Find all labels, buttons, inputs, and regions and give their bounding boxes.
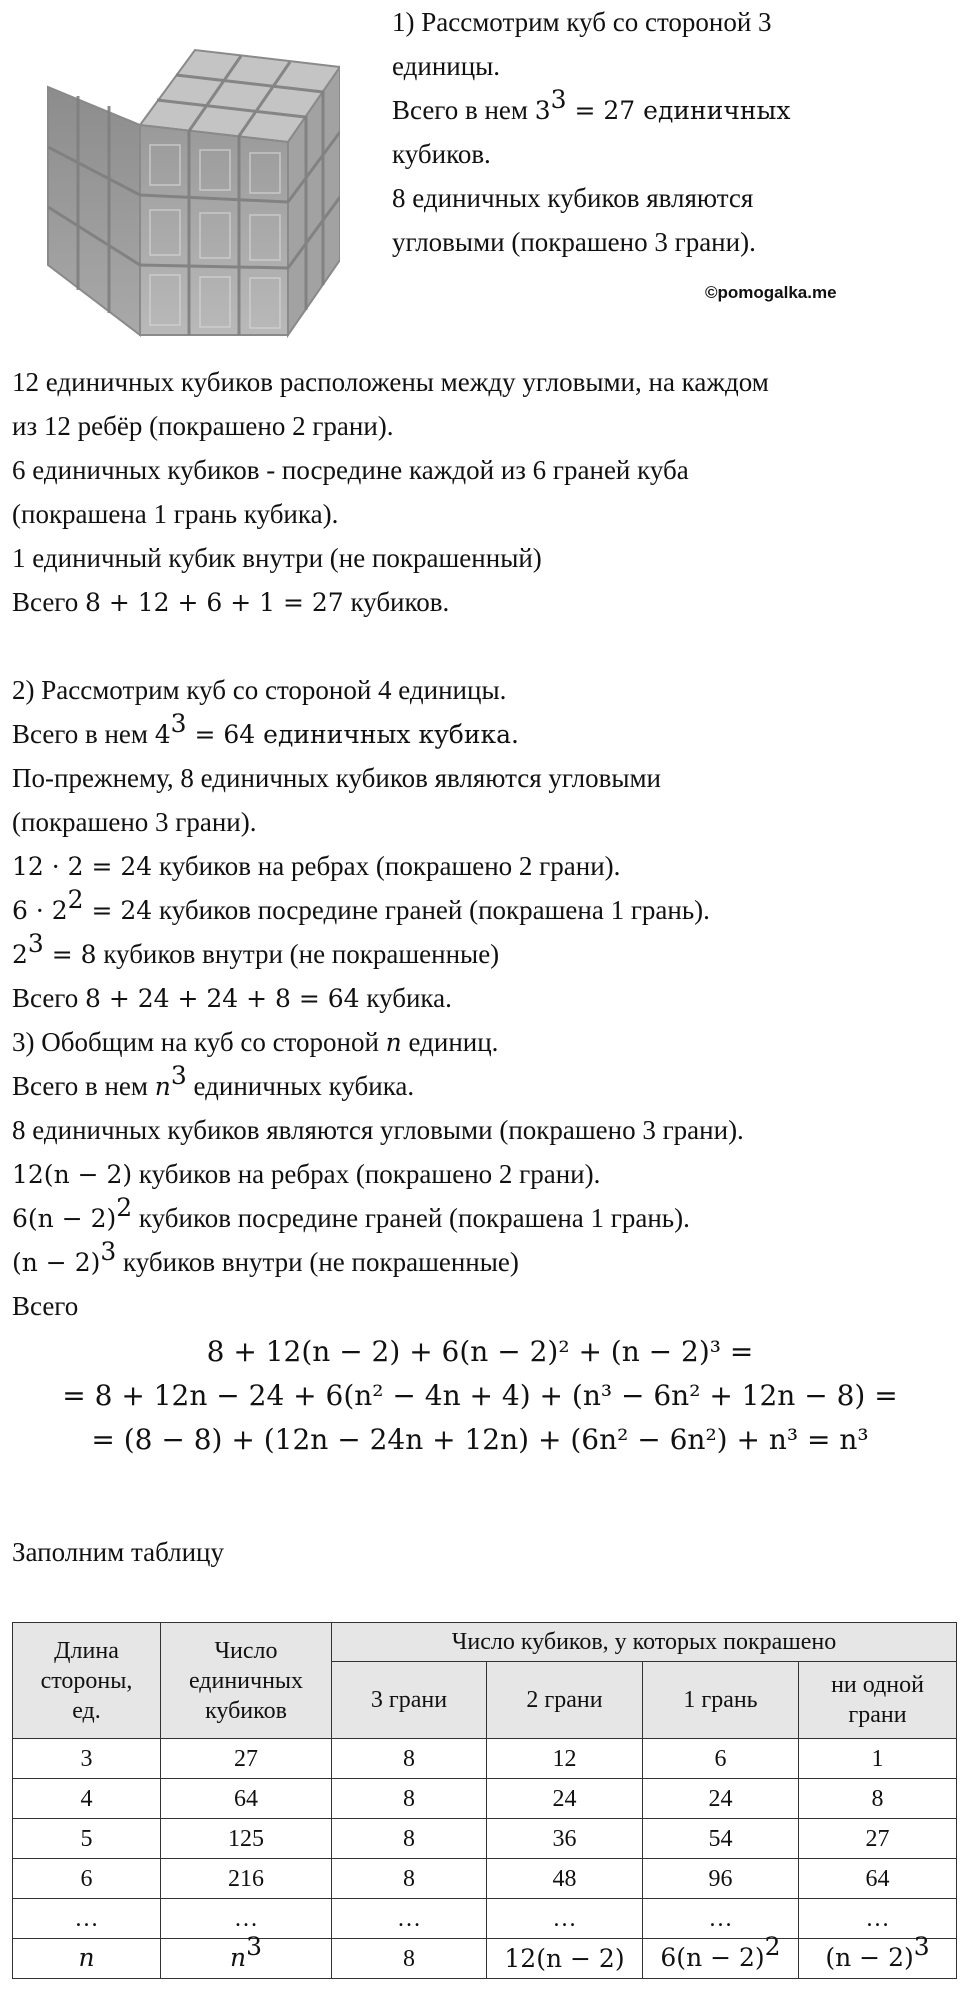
part1-line: угловыми (покрашено 3 грани). xyxy=(392,227,756,257)
formula-line: = (8 − 8) + (12n − 24n + 12n) + (6n² − 6n²) + n³ = n³ xyxy=(91,1423,869,1456)
part3-inner-line: $(n - 2)^3$ кубиков внутри (не покрашенные) xyxy=(12,1237,519,1277)
part1-body-line: 6 единичных кубиков - посредине каждой из 6 граней куба xyxy=(12,455,689,485)
table-cell: 8 xyxy=(332,1739,487,1779)
cube-illustration xyxy=(40,10,340,340)
header-three-faces: 3 грани xyxy=(332,1662,487,1739)
part1-total-line: Всего в нем $3^3 = 27$ единичных xyxy=(392,85,791,125)
table-row xyxy=(13,1819,957,1859)
table-cell: 4 xyxy=(13,1779,161,1819)
part2-faces-line: $6 \cdot 2^2 = 24$ кубиков посредине граней (покрашена 1 грань). xyxy=(12,885,710,925)
table-cell: … xyxy=(643,1899,799,1939)
part1-body-line: (покрашена 1 грань кубика). xyxy=(12,499,339,529)
part3-edges-line: 12(n − 2) кубиков на ребрах (покрашено 2 грани). xyxy=(12,1159,601,1189)
table-cell: n xyxy=(13,1939,161,1979)
table-cell: 64 xyxy=(161,1779,332,1819)
part2-line: По-прежнему, 8 единичных кубиков являются угловыми xyxy=(12,763,661,793)
header-unit-count: Число единичных кубиков xyxy=(161,1623,332,1739)
table-cell: 6 xyxy=(13,1859,161,1899)
table-cell: 3 xyxy=(13,1739,161,1779)
table-row xyxy=(13,1739,957,1779)
table-cell: 216 xyxy=(161,1859,332,1899)
table-cell: 8 xyxy=(332,1939,487,1979)
table-cell: 8 xyxy=(332,1819,487,1859)
part3-title: 3) Обобщим на куб со стороной n единиц. xyxy=(12,1027,499,1057)
part1-body-line: 12 единичных кубиков расположены между угловыми, на каждом xyxy=(12,367,769,397)
table-cell: $6(n - 2)^2$ xyxy=(643,1939,799,1979)
table-row xyxy=(13,1859,957,1899)
part1-line: 1) Рассмотрим куб со стороной 3 xyxy=(392,7,772,37)
part3-line: 8 единичных кубиков являются угловыми (покрашено 3 грани). xyxy=(12,1115,744,1145)
part1-body-line: из 12 ребёр (покрашено 2 грани). xyxy=(12,411,394,441)
table-cell: 27 xyxy=(161,1739,332,1779)
table-cell: … xyxy=(161,1899,332,1939)
part1-line: 8 единичных кубиков являются xyxy=(392,183,754,213)
part1-line: кубиков. xyxy=(392,139,491,169)
table-cell: 12(n − 2) xyxy=(487,1939,643,1979)
table-cell: 5 xyxy=(13,1819,161,1859)
table-cell: 8 xyxy=(332,1779,487,1819)
table-cell: … xyxy=(332,1899,487,1939)
part1-sum-line: Всего 8 + 12 + 6 + 1 = 27 кубиков. xyxy=(12,587,450,617)
part1-line: единицы. xyxy=(392,51,501,81)
table-cell: 96 xyxy=(643,1859,799,1899)
formula-line: 8 + 12(n − 2) + 6(n − 2)² + (n − 2)³ = xyxy=(206,1335,754,1368)
header-no-faces: ни одной грани xyxy=(799,1662,957,1739)
part1-body-line: 1 единичный кубик внутри (не покрашенный) xyxy=(12,543,542,573)
table-cell: 24 xyxy=(487,1779,643,1819)
table-row-general xyxy=(13,1939,957,1979)
table-row xyxy=(13,1779,957,1819)
table-cell: … xyxy=(13,1899,161,1939)
part2-inner-line: $2^3 = 8$ кубиков внутри (не покрашенные) xyxy=(12,929,500,969)
formula-line: = 8 + 12n − 24 + 6(n² − 4n + 4) + (n³ − 6n² + 12n − 8) = xyxy=(62,1379,898,1412)
header-one-face: 1 грань xyxy=(643,1662,799,1739)
table-cell: 12 xyxy=(487,1739,643,1779)
table-cell: 54 xyxy=(643,1819,799,1859)
table-cell: 24 xyxy=(643,1779,799,1819)
table-cell: 27 xyxy=(799,1819,957,1859)
part2-edges-line: 12 · 2 = 24 кубиков на ребрах (покрашено 2 грани). xyxy=(12,851,621,881)
table-cell: 6 xyxy=(643,1739,799,1779)
table-cell: 8 xyxy=(332,1859,487,1899)
part3-sum-label: Всего xyxy=(12,1291,79,1321)
header-side-length: Длина стороны, ед. xyxy=(13,1623,161,1739)
table-cell: … xyxy=(487,1899,643,1939)
header-two-faces: 2 грани xyxy=(487,1662,643,1739)
table-cell: 64 xyxy=(799,1859,957,1899)
part2-sum-line: Всего 8 + 24 + 24 + 8 = 64 кубика. xyxy=(12,983,452,1013)
table-cell: 125 xyxy=(161,1819,332,1859)
cube-table xyxy=(12,1622,957,1979)
watermark: ©pomogalka.me xyxy=(705,283,837,302)
part3-faces-line: $6(n - 2)^2$ кубиков посредине граней (покрашена 1 грань). xyxy=(12,1193,690,1233)
part2-title: 2) Рассмотрим куб со стороной 4 единицы. xyxy=(12,675,507,705)
table-cell: 48 xyxy=(487,1859,643,1899)
part3-total-line: Всего в нем $n^3$ единичных кубика. xyxy=(12,1061,415,1101)
table-cell: 1 xyxy=(799,1739,957,1779)
table-cell: $(n - 2)^3$ xyxy=(799,1939,957,1979)
header-painted-group: Число кубиков, у которых покрашено xyxy=(332,1623,957,1662)
part2-total-line: Всего в нем $4^3 = 64$ единичных кубика. xyxy=(12,709,519,749)
part2-line: (покрашено 3 грани). xyxy=(12,807,257,837)
table-cell: 8 xyxy=(799,1779,957,1819)
table-intro: Заполним таблицу xyxy=(12,1537,225,1567)
table-cell: … xyxy=(799,1899,957,1939)
table-cell: 36 xyxy=(487,1819,643,1859)
table-row xyxy=(13,1899,957,1939)
table-cell: $n^3$ xyxy=(161,1939,332,1979)
